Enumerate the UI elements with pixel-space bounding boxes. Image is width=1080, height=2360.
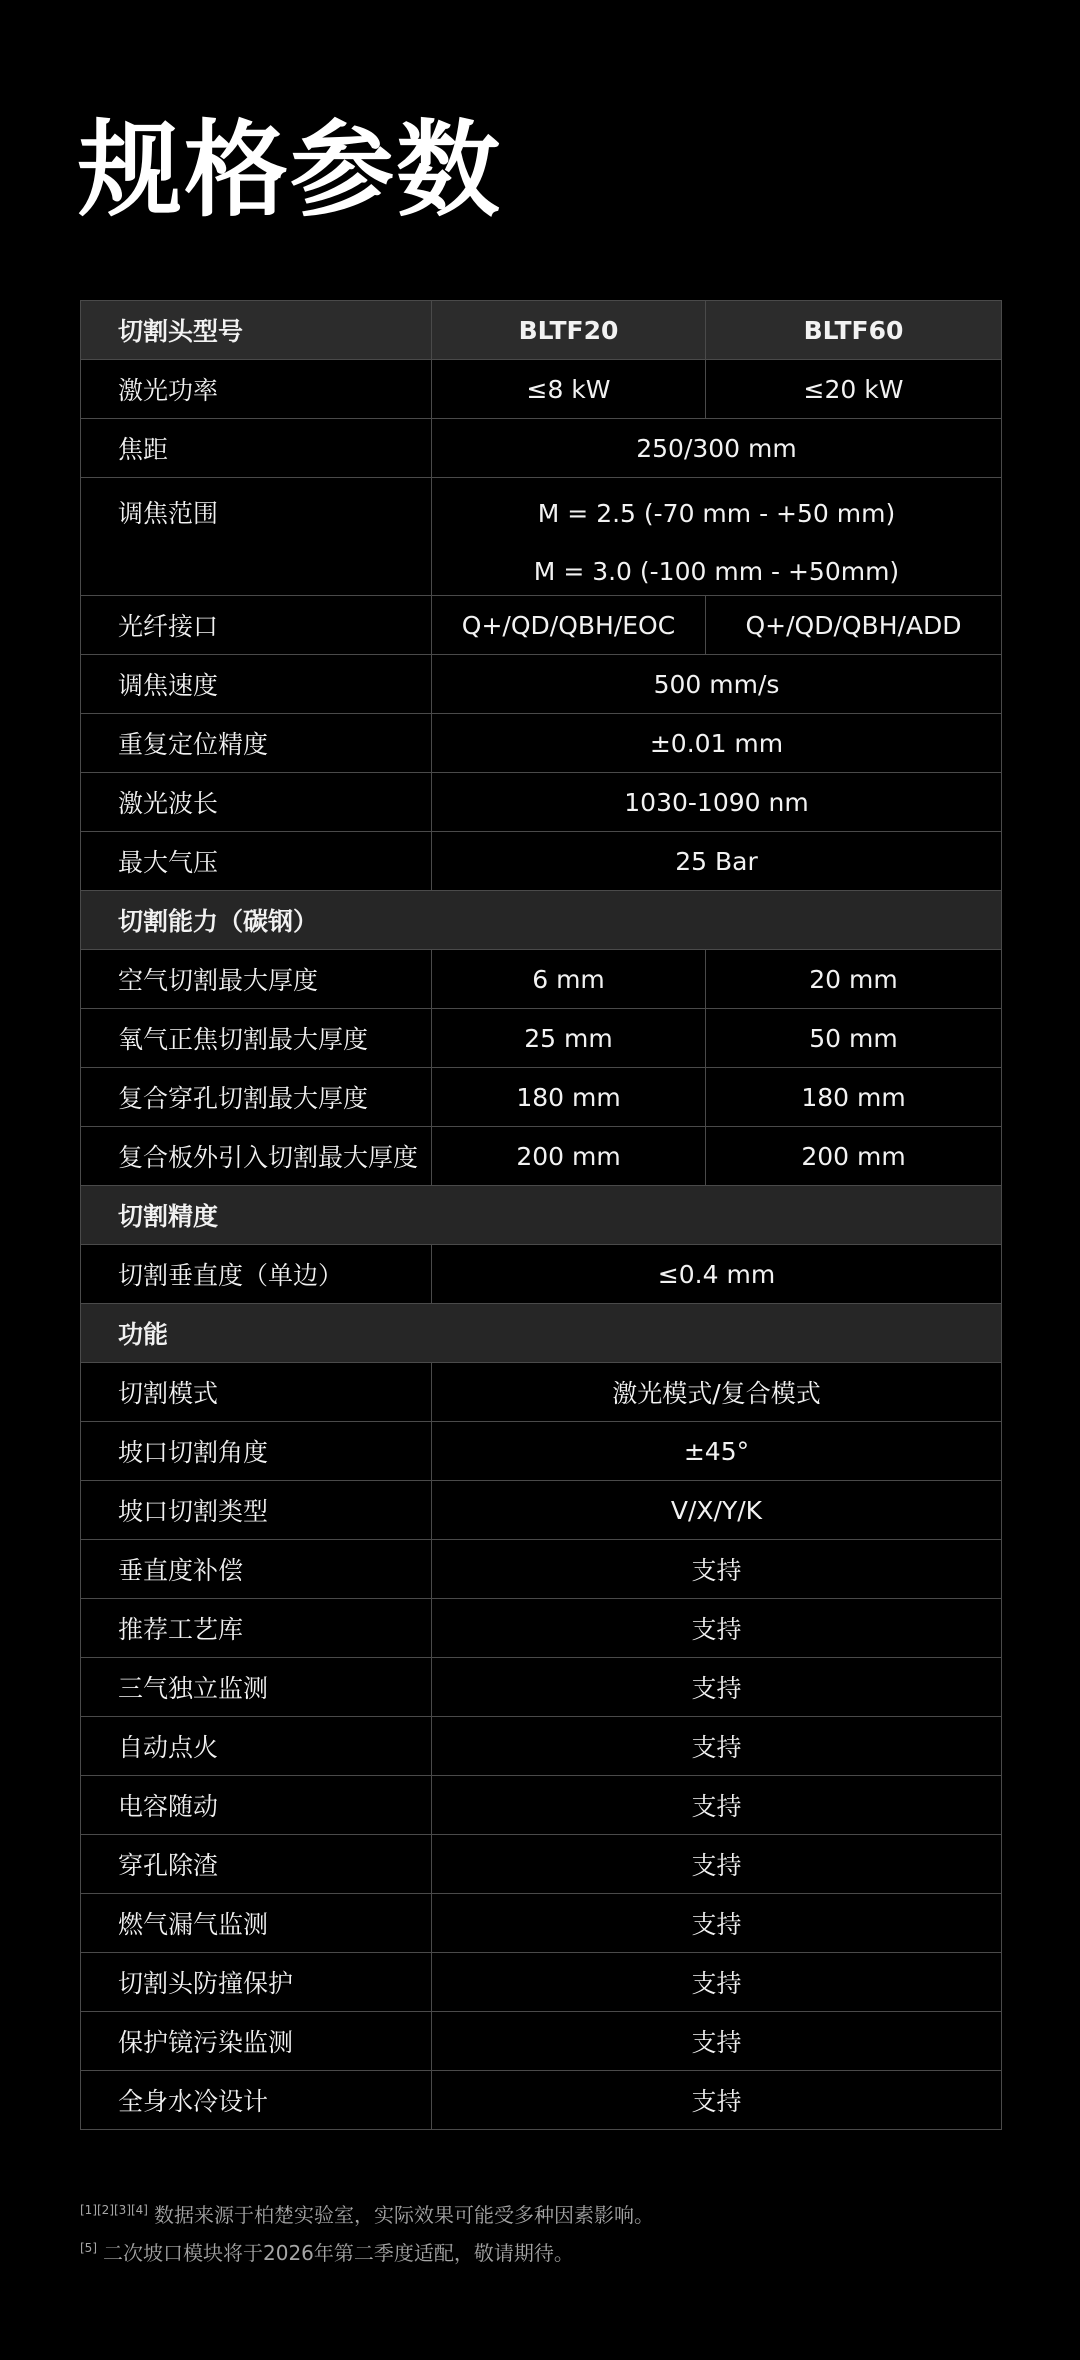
row-value: 250/300 mm	[432, 419, 1002, 478]
row-value: 25 Bar	[432, 832, 1002, 891]
row-label: 电容随动	[81, 1776, 432, 1835]
row-value: 支持	[432, 1599, 1002, 1658]
row-label: 推荐工艺库	[81, 1599, 432, 1658]
table-row	[81, 1363, 1002, 1422]
table-row	[81, 1658, 1002, 1717]
row-label: 自动点火	[81, 1717, 432, 1776]
row-label	[81, 478, 432, 596]
row-value	[432, 478, 1002, 596]
row-value: V/X/Y/K	[432, 1481, 1002, 1540]
table-row	[81, 2071, 1002, 2130]
row-value: 激光模式/复合模式	[432, 1363, 1002, 1422]
footnote-text: 二次坡口模块将于2026年第二季度适配，敬请期待。	[103, 2241, 574, 2265]
row-value: ±45°	[432, 1422, 1002, 1481]
page-title: 规格参数	[78, 109, 503, 231]
footnotes	[80, 2194, 654, 2270]
row-value: 支持	[432, 1953, 1002, 2012]
table-row	[81, 596, 1002, 655]
table-row	[81, 832, 1002, 891]
row-value-bltf20: 6 mm	[432, 950, 706, 1009]
row-label: 焦距	[81, 419, 432, 478]
table-row	[81, 1776, 1002, 1835]
table-row	[81, 2012, 1002, 2071]
row-label: 切割垂直度（单边）	[81, 1245, 432, 1304]
table-row	[81, 1953, 1002, 2012]
row-label: 重复定位精度	[81, 714, 432, 773]
row-label: 激光波长	[81, 773, 432, 832]
row-label: 最大气压	[81, 832, 432, 891]
row-value-bltf60: 20 mm	[706, 950, 1002, 1009]
row-value: 支持	[432, 1776, 1002, 1835]
row-value-bltf60: Q+/QD/QBH/ADD	[706, 596, 1002, 655]
row-label: 氧气正焦切割最大厚度	[81, 1009, 432, 1068]
row-label: 燃气漏气监测	[81, 1894, 432, 1953]
table-row	[81, 1127, 1002, 1186]
table-row	[81, 1835, 1002, 1894]
row-label: 三气独立监测	[81, 1658, 432, 1717]
row-value-bltf60: 180 mm	[706, 1068, 1002, 1127]
row-value-line: M = 3.0 (-100 mm - +50mm)	[533, 557, 900, 586]
row-label: 全身水冷设计	[81, 2071, 432, 2130]
row-value-bltf20: 25 mm	[432, 1009, 706, 1068]
table-row	[81, 773, 1002, 832]
footnote	[80, 2232, 654, 2270]
row-label: 切割头防撞保护	[81, 1953, 432, 2012]
section-title: 切割能力（碳钢）	[81, 891, 1002, 950]
table-row	[81, 1245, 1002, 1304]
table-row	[81, 1009, 1002, 1068]
row-value-bltf20: 180 mm	[432, 1068, 706, 1127]
footnote-marker: [5]	[80, 2241, 97, 2255]
row-label: 坡口切割角度	[81, 1422, 432, 1481]
table-row	[81, 1481, 1002, 1540]
table-row	[81, 714, 1002, 773]
table-row	[81, 478, 1002, 596]
row-value: 支持	[432, 2071, 1002, 2130]
table-header-row	[81, 301, 1002, 360]
row-label: 激光功率	[81, 360, 432, 419]
section-header-function	[81, 1304, 1002, 1363]
section-title: 功能	[81, 1304, 1002, 1363]
table-row	[81, 655, 1002, 714]
row-value-bltf20: ≤8 kW	[432, 360, 706, 419]
row-value: 1030-1090 nm	[432, 773, 1002, 832]
row-value-bltf60: 50 mm	[706, 1009, 1002, 1068]
row-label: 光纤接口	[81, 596, 432, 655]
row-value-bltf20: Q+/QD/QBH/EOC	[432, 596, 706, 655]
row-value-bltf60: 200 mm	[706, 1127, 1002, 1186]
table-row	[81, 1068, 1002, 1127]
row-label: 保护镜污染监测	[81, 2012, 432, 2071]
table-row	[81, 1894, 1002, 1953]
row-value: 支持	[432, 1658, 1002, 1717]
row-label: 穿孔除渣	[81, 1835, 432, 1894]
footnote-text: 数据来源于柏楚实验室，实际效果可能受多种因素影响。	[154, 2203, 654, 2227]
row-value-bltf60: ≤20 kW	[706, 360, 1002, 419]
row-label: 空气切割最大厚度	[81, 950, 432, 1009]
header-label: 切割头型号	[81, 301, 432, 360]
table-row	[81, 1422, 1002, 1481]
footnote-marker: [1][2][3][4]	[80, 2203, 148, 2217]
row-label-text: 调焦范围	[118, 499, 219, 528]
row-label: 坡口切割类型	[81, 1481, 432, 1540]
header-model-bltf60: BLTF60	[706, 301, 1002, 360]
table-row	[81, 1717, 1002, 1776]
table-row	[81, 360, 1002, 419]
row-value: 支持	[432, 2012, 1002, 2071]
spec-table	[80, 300, 1002, 2130]
table-row	[81, 950, 1002, 1009]
table-row	[81, 419, 1002, 478]
section-header-cutting	[81, 891, 1002, 950]
row-value-line: M = 2.5 (-70 mm - +50 mm)	[537, 499, 896, 528]
row-label: 调焦速度	[81, 655, 432, 714]
row-value: 支持	[432, 1717, 1002, 1776]
row-value: ±0.01 mm	[432, 714, 1002, 773]
row-label: 切割模式	[81, 1363, 432, 1422]
row-label: 垂直度补偿	[81, 1540, 432, 1599]
row-value: 支持	[432, 1894, 1002, 1953]
row-value: ≤0.4 mm	[432, 1245, 1002, 1304]
section-header-precision	[81, 1186, 1002, 1245]
row-value: 500 mm/s	[432, 655, 1002, 714]
row-label: 复合板外引入切割最大厚度	[81, 1127, 432, 1186]
table-row	[81, 1599, 1002, 1658]
table-row	[81, 1540, 1002, 1599]
header-model-bltf20: BLTF20	[432, 301, 706, 360]
row-label: 复合穿孔切割最大厚度	[81, 1068, 432, 1127]
row-value: 支持	[432, 1540, 1002, 1599]
row-value: 支持	[432, 1835, 1002, 1894]
footnote	[80, 2194, 654, 2232]
section-title: 切割精度	[81, 1186, 1002, 1245]
row-value-bltf20: 200 mm	[432, 1127, 706, 1186]
